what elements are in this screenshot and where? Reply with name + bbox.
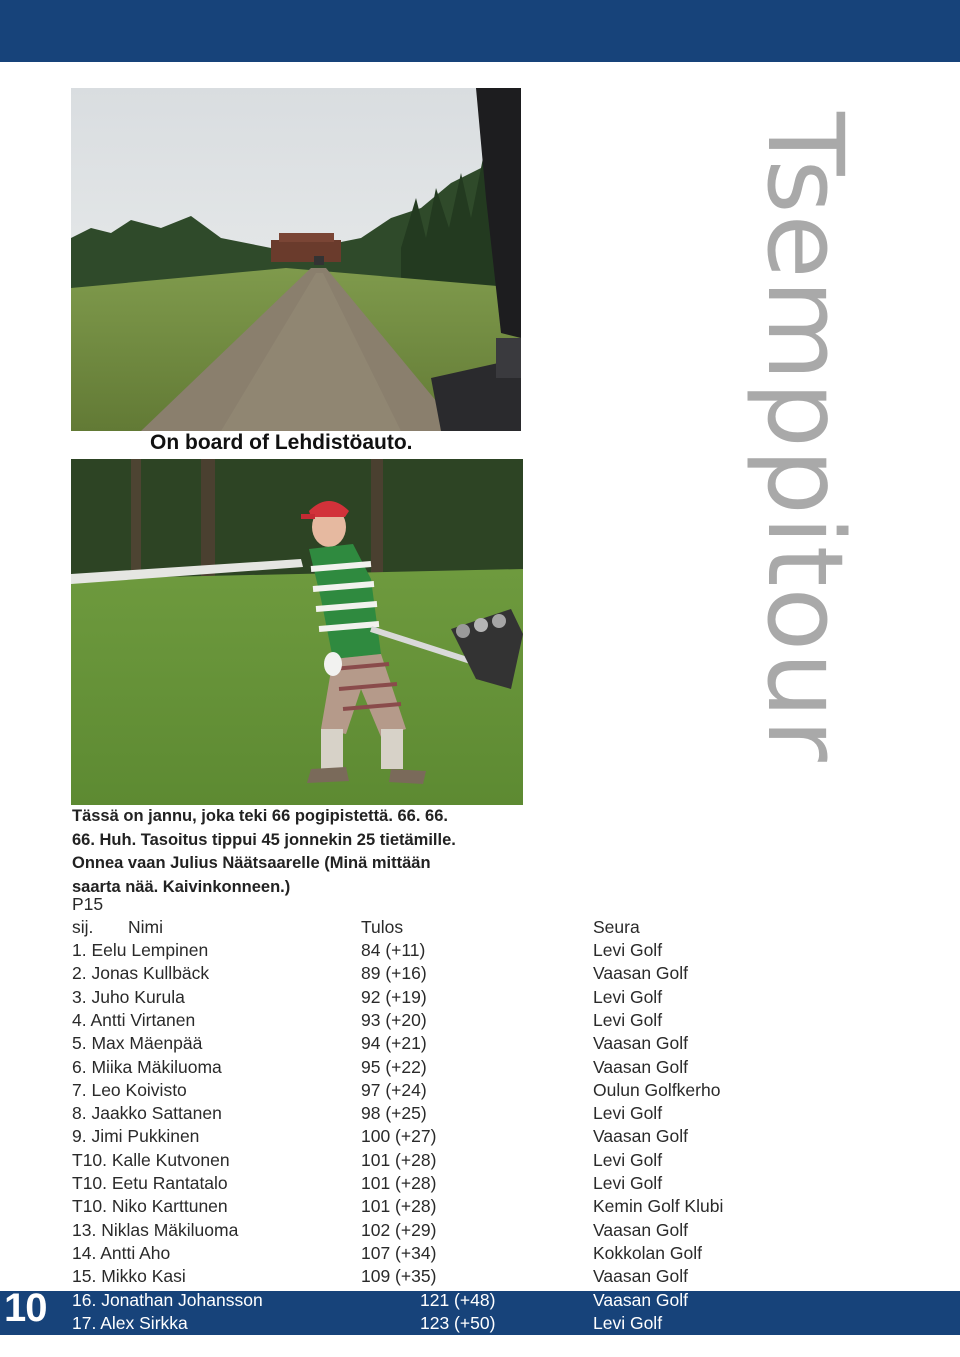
- row-tulos: 101 (+28): [361, 1149, 437, 1170]
- row-nimi: 16. Jonathan Johansson: [72, 1289, 263, 1310]
- row-tulos: 101 (+28): [361, 1196, 437, 1217]
- header-seura: Seura: [593, 917, 640, 937]
- photo-young-golfer: [71, 459, 523, 805]
- row-nimi: 3. Juho Kurula: [72, 986, 185, 1007]
- row-seura: Levi Golf: [593, 986, 663, 1007]
- row-seura: Kemin Golf Klubi: [593, 1196, 724, 1217]
- row-seura: Levi Golf: [593, 1149, 663, 1170]
- row-tulos: 95 (+22): [361, 1056, 427, 1077]
- row-tulos: 101 (+28): [361, 1173, 437, 1193]
- caption-line: Onnea vaan Julius Näätsaarelle (Minä mittään: [72, 854, 431, 872]
- results-category: P15: [72, 894, 104, 914]
- section-title-vertical: [744, 112, 866, 852]
- row-seura: Vaasan Golf: [593, 1289, 689, 1310]
- caption-line: Tässä on jannu, joka teki 66 pogipistettä. 66. 66.: [72, 807, 448, 825]
- row-tulos: 123 (+50): [420, 1312, 496, 1333]
- row-nimi: 7. Leo Koivisto: [72, 1079, 187, 1100]
- row-nimi: T10. Niko Karttunen: [72, 1196, 228, 1217]
- photo-caption-cart: On board of Lehdistöauto.: [150, 431, 413, 454]
- row-tulos: 97 (+24): [361, 1079, 427, 1100]
- row-nimi: 14. Antti Aho: [72, 1242, 171, 1263]
- row-nimi: 1. Eelu Lempinen: [72, 940, 209, 960]
- row-nimi: T10. Kalle Kutvonen: [72, 1149, 230, 1170]
- row-seura: Vaasan Golf: [593, 1056, 689, 1077]
- header-sij: sij.: [72, 917, 94, 937]
- row-seura: Levi Golf: [593, 940, 663, 960]
- row-tulos: 93 (+20): [361, 1009, 427, 1030]
- row-nimi: 6. Miika Mäkiluoma: [72, 1056, 222, 1077]
- row-nimi: 4. Antti Virtanen: [72, 1009, 196, 1030]
- row-nimi: 13. Niklas Mäkiluoma: [72, 1219, 239, 1240]
- row-tulos: 102 (+29): [361, 1219, 437, 1240]
- row-tulos: 98 (+25): [361, 1103, 427, 1124]
- row-nimi: 2. Jonas Kullbäck: [72, 963, 210, 984]
- row-nimi: 9. Jimi Pukkinen: [72, 1126, 200, 1147]
- row-tulos: 100 (+27): [361, 1126, 437, 1147]
- row-seura: Vaasan Golf: [593, 1219, 689, 1240]
- row-seura: Vaasan Golf: [593, 1266, 689, 1287]
- caption-line: 66. Huh. Tasoitus tippui 45 jonnekin 25 tietämille.: [72, 830, 456, 849]
- row-nimi: 17. Alex Sirkka: [72, 1312, 188, 1333]
- row-tulos: 94 (+21): [361, 1033, 427, 1054]
- row-tulos: 89 (+16): [361, 963, 427, 984]
- row-seura: Levi Golf: [593, 1312, 663, 1333]
- row-tulos: 109 (+35): [361, 1266, 437, 1287]
- row-nimi: 8. Jaakko Sattanen: [72, 1103, 222, 1124]
- header-bar: [0, 0, 960, 62]
- caption-line: saarta nää. Kaivinkonneen.): [72, 877, 291, 896]
- row-tulos: 92 (+19): [361, 986, 427, 1007]
- row-seura: Oulun Golfkerho: [593, 1079, 721, 1100]
- row-tulos: 121 (+48): [420, 1289, 496, 1310]
- row-seura: Vaasan Golf: [593, 1126, 689, 1147]
- photo-golf-cart-view: [71, 88, 521, 431]
- row-seura: Kokkolan Golf: [593, 1242, 702, 1263]
- page-number: 10: [4, 1286, 47, 1330]
- row-seura: Levi Golf: [593, 1173, 663, 1193]
- row-tulos: 84 (+11): [361, 940, 426, 960]
- row-seura: Vaasan Golf: [593, 1033, 689, 1054]
- row-seura: Levi Golf: [593, 1009, 663, 1030]
- header-nimi: Nimi: [128, 917, 163, 937]
- photo-caption-golfer: [72, 805, 512, 899]
- row-seura: Vaasan Golf: [593, 963, 689, 984]
- row-nimi: 5. Max Mäenpää: [72, 1033, 203, 1054]
- header-tulos: Tulos: [361, 917, 404, 937]
- row-seura: Levi Golf: [593, 1103, 663, 1124]
- row-tulos: 107 (+34): [361, 1242, 437, 1263]
- section-title-text: Tsemppitour: [744, 112, 866, 763]
- row-nimi: 15. Mikko Kasi: [72, 1266, 186, 1287]
- row-nimi: T10. Eetu Rantatalo: [72, 1173, 228, 1193]
